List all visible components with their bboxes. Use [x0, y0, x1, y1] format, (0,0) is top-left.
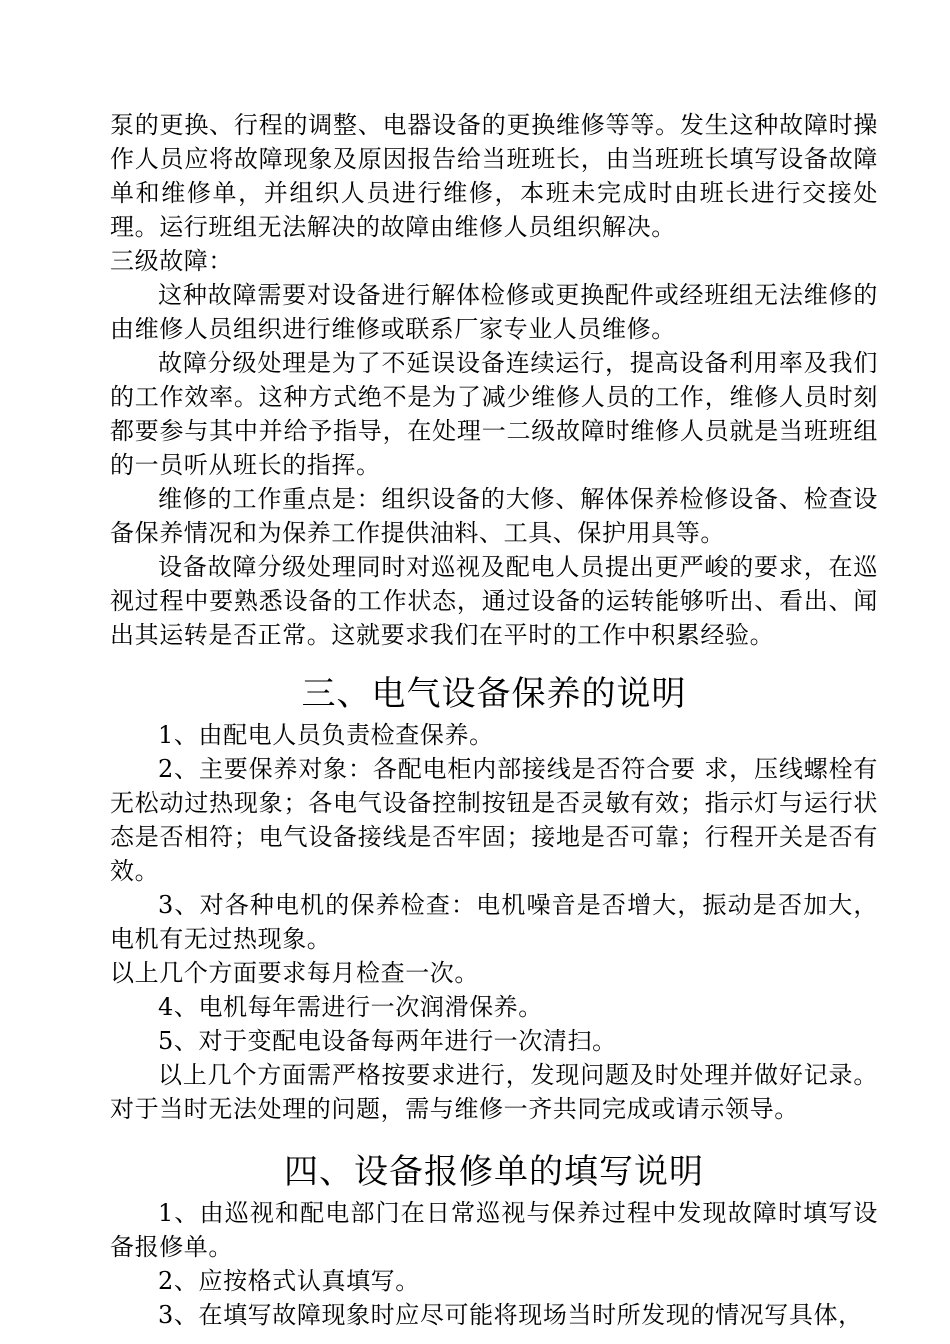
section3-item-4: 4、电机每年需进行一次润滑保养。	[158, 993, 543, 1021]
section3-closing: 以上几个方面需严格按要求进行，发现问题及时处理并做好记录。对于当时无法处理的问题，需与维修一齐共同完成或请示领导。	[110, 1061, 878, 1123]
section4-title: 四、设备报修单的填写说明	[284, 1152, 704, 1192]
paragraph-grading-purpose: 故障分级处理是为了不延误设备连续运行，提高设备利用率及我们的工作效率。这种方式绝不是为了减少维修人员的工作，维修人员时刻都要参与其中并给予指导，在处理一二级故障时维修人员就是当班班组的一员听从班长的指挥。	[110, 349, 878, 479]
section4-item-2: 2、应按格式认真填写。	[158, 1267, 420, 1295]
section3-item-3: 3、对各种电机的保养检查：电机噪音是否增大，振动是否加大，电机有无过热现象。	[110, 891, 878, 953]
section3-monthly-note: 以上几个方面要求每月检查一次。	[110, 959, 479, 987]
section3-title: 三、电气设备保养的说明	[301, 674, 687, 714]
section3-item-2: 2、主要保养对象：各配电柜内部接线是否符合要 求，压线螺栓有无松动过热现象；各电气设备控制按钮是否灵敏有效；指示灯与运行状态是否相符；电气设备接线是否牢固；接地是否可靠；行程开关是否有效。	[110, 755, 878, 885]
paragraph-maintenance-focus: 维修的工作重点是：组织设备的大修、解体保养检修设备、检查设备保养情况和为保养工作提供油料、工具、保护用具等。	[110, 485, 878, 547]
paragraph-fault-level2-procedure: 泵的更换、行程的调整、电器设备的更换维修等等。发生这种故障时操作人员应将故障现象及原因报告给当班班长，由当班班长填写设备故障单和维修单，并组织人员进行维修，本班未完成时由班长进行交接处理。运行班组无法解决的故障由维修人员组织解决。	[110, 111, 878, 241]
section4-item-1: 1、由巡视和配电部门在日常巡视与保养过程中发现故障时填写设备报修单。	[110, 1199, 878, 1261]
document-page	[110, 108, 878, 1332]
section3-item-5: 5、对于变配电设备每两年进行一次清扫。	[158, 1027, 617, 1055]
section3-item-1: 1、由配电人员负责检查保养。	[158, 721, 494, 749]
heading-level3-fault: 三级故障：	[110, 247, 233, 275]
paragraph-inspection-requirements: 设备故障分级处理同时对巡视及配电人员提出更严峻的要求，在巡视过程中要熟悉设备的工作状态，通过设备的运转能够听出、看出、闻出其运转是否正常。这就要求我们在平时的工作中积累经验。	[110, 553, 878, 649]
paragraph-level3-description: 这种故障需要对设备进行解体检修或更换配件或经班组无法维修的由维修人员组织进行维修或联系厂家专业人员维修。	[110, 281, 878, 343]
section4-item-3: 3、在填写故障现象时应尽可能将现场当时所发现的情况写具体，	[158, 1301, 863, 1329]
